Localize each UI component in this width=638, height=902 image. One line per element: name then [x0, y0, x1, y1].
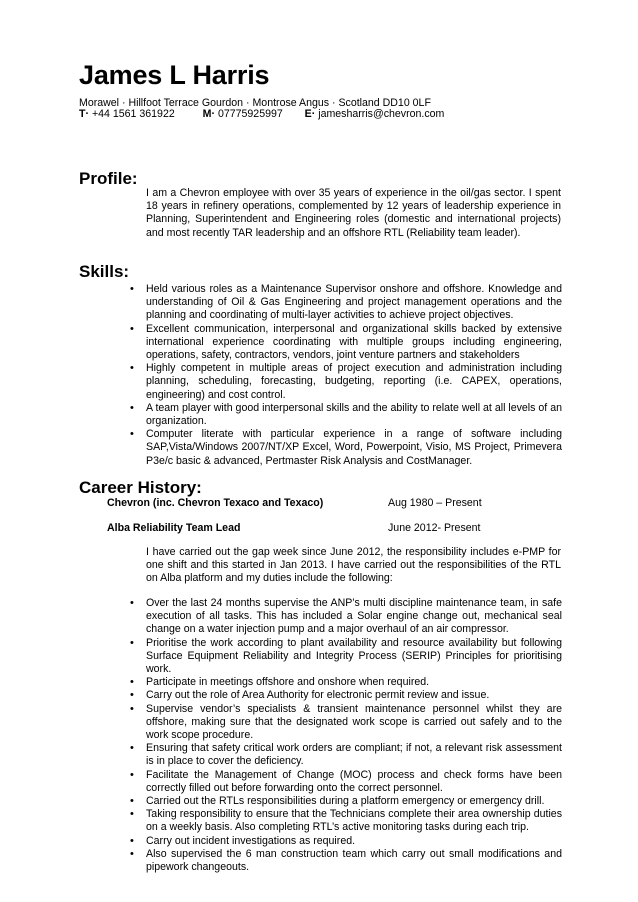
list-item: • Highly competent in multiple areas of project execution and administration including planning, scheduling, forecasting, budgeting, reporting (i.e. CAPEX, operations, engineering) and cost control.: [128, 362, 562, 402]
list-item: • Prioritise the work according to plant availability and resource availability but following Surface Equipment Reliability and Integrity Process (SERIP) Principles for prioritising work.: [128, 637, 562, 677]
list-item: • Carry out incident investigations as required.: [128, 835, 562, 848]
mobile-number: 07775925997: [217, 108, 283, 120]
list-item: • Facilitate the Management of Change (MOC) process and check forms have been correctly filled out before forwarding onto the correct personnel.: [128, 769, 562, 795]
role-title: Alba Reliability Team Lead: [107, 522, 241, 534]
list-item: • Also supervised the 6 man construction team which carry out small modifications and pipework changeouts.: [128, 848, 562, 874]
list-item: • Held various roles as a Maintenance Supervisor onshore and offshore. Knowledge and understanding of Oil & Gas Engineering and project management operations and the planning and coordinating of multi-layer activities to achieve project objectives.: [128, 283, 562, 323]
employer-dates: Aug 1980 – Present: [388, 497, 482, 509]
list-item: • Taking responsibility to ensure that the Technicians complete their area ownership duties on a weekly basis. Also completing RTL’s active monitoring tasks during each trip.: [128, 808, 562, 834]
list-item: • A team player with good interpersonal skills and the ability to relate well at all levels of an organization.: [128, 402, 562, 428]
career-heading: Career History:: [79, 478, 202, 497]
list-item: • Supervise vendor’s specialists & transient maintenance personnel whilst they are offshore, making sure that the designated work scope is carried out safely and to the work scope procedure.: [128, 703, 562, 743]
contact-line: [79, 108, 444, 120]
list-item: • Carried out the RTLs responsibilities during a platform emergency or emergency drill.: [128, 795, 562, 808]
skills-heading: Skills:: [79, 262, 130, 281]
profile-text: I am a Chevron employee with over 35 years of experience in the oil/gas sector. I spent 18 years in refinery operations, complemented by 12 years of leadership experience in Planning, Superintendent and Engineering roles (domestic and international projects) and most recently TAR leadership and an offshore RTL (Reliability team leader).: [146, 187, 561, 239]
role-line: [107, 522, 567, 534]
employer-name: Chevron (inc. Chevron Texaco and Texaco): [107, 497, 324, 509]
list-item: • Computer literate with particular experience in a range of software including SAP,Vista/Windows 2007/NT/XP Excel, Word, Powerpoint, Visio, MS Project, Primevera P3e/c basic & advanced, Pertmaster Risk Analysis and CostManager.: [128, 428, 562, 468]
phone-number: +44 1561 361922: [91, 108, 175, 120]
mobile-label: M·: [202, 108, 215, 120]
email-label: E·: [304, 108, 316, 120]
email-address: jamesharris@chevron.com: [318, 108, 445, 120]
skills-list: [128, 283, 562, 468]
list-item: • Over the last 24 months supervise the ANP’s multi discipline maintenance team, in safe execution of all tasks. This has included a Solar engine change out, mechanical seal change on a water injection pump and a major overhaul of an air compressor.: [128, 597, 562, 637]
list-item: • Carry out the role of Area Authority for electronic permit review and issue.: [128, 689, 562, 702]
profile-heading: Profile:: [79, 169, 138, 188]
address: Morawel · Hillfoot Terrace Gourdon · Montrose Angus · Scotland DD10 0LF: [79, 97, 431, 109]
duties-list: [128, 597, 562, 874]
phone-label: T·: [79, 108, 89, 120]
role-intro: I have carried out the gap week since June 2012, the responsibility includes e-PMP for one shift and this started in Jan 2013. I have carried out the responsibilities of the RTL on Alba platform and my duties include the following:: [146, 546, 561, 585]
employer-line: [107, 497, 567, 509]
list-item: • Ensuring that safety critical work orders are compliant; if not, a relevant risk assessment is in place to cover the deficiency.: [128, 742, 562, 768]
candidate-name: James L Harris: [79, 60, 270, 90]
role-dates: June 2012- Present: [388, 522, 481, 534]
list-item: • Participate in meetings offshore and onshore when required.: [128, 676, 562, 689]
list-item: • Excellent communication, interpersonal and organizational skills backed by extensive international experience coordinating with multiple groups including engineering, operations, safety, contractors, vendors, joint venture partners and stakeholders: [128, 323, 562, 363]
